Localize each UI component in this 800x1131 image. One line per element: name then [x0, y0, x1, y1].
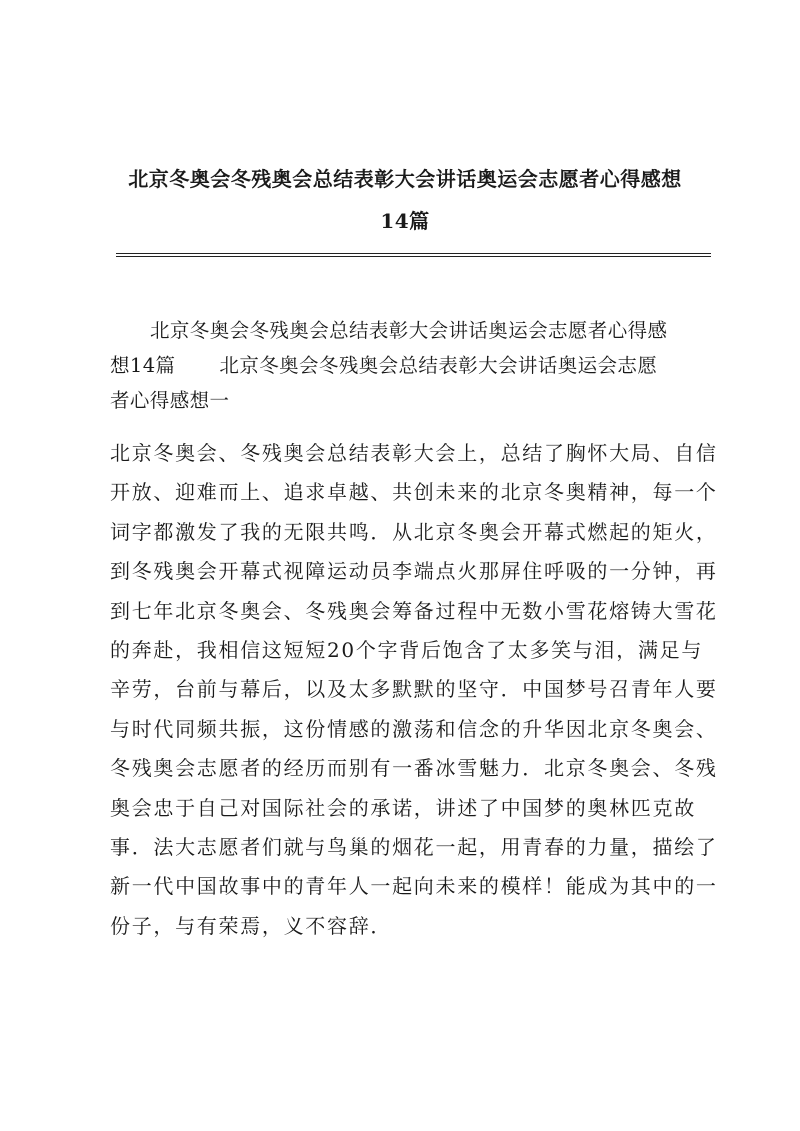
body-paragraph [110, 434, 718, 946]
body-line: 冬残奥会志愿者的经历而别有一番冰雪魅力．北京冬奥会、冬残 [110, 756, 718, 781]
title-double-rule [116, 253, 711, 257]
body-line: 开放、迎难而上、追求卓越、共创未来的北京冬奥精神，每一个 [110, 480, 718, 505]
body-line: 份子，与有荣焉，义不容辞． [110, 913, 393, 938]
body-line: 新一代中国故事中的青年人一起向未来的模样！能成为其中的一 [110, 874, 718, 899]
body-line: 的奔赴，我相信这短短20个字背后饱含了太多笑与泪，满足与 [110, 638, 704, 663]
body-line: 奥会忠于自己对国际社会的承诺，讲述了中国梦的奥林匹克故 [110, 795, 696, 820]
body-line: 到七年北京冬奥会、冬残奥会筹备过程中无数小雪花熔铸大雪花 [110, 598, 718, 623]
title-line-1: 北京冬奥会冬残奥会总结表彰大会讲话奥运会志愿者心得感想 [128, 167, 682, 191]
intro-line-2 [110, 348, 710, 383]
body-line: 词字都激发了我的无限共鸣．从北京冬奥会开幕式燃起的矩火， [110, 519, 718, 544]
body-line: 与时代同频共振，这份情感的激荡和信念的升华因北京冬奥会、 [110, 716, 718, 741]
body-line: 到冬残奥会开幕式视障运动员李端点火那屏住呼吸的一分钟，再 [110, 559, 718, 584]
body-line: 北京冬奥会、冬残奥会总结表彰大会上，总结了胸怀大局、自信 [110, 441, 718, 465]
intro-line-3: 者心得感想一 [110, 389, 230, 412]
intro-line-1: 北京冬奥会冬残奥会总结表彰大会讲话奥运会志愿者心得感 [150, 319, 668, 342]
intro-line-2-part-b: 北京冬奥会冬残奥会总结表彰大会讲话奥运会志愿 [219, 354, 658, 377]
body-line: 辛劳，台前与幕后，以及太多默默的坚守．中国梦号召青年人要 [110, 677, 718, 702]
document-title [100, 158, 710, 242]
intro-paragraph [110, 313, 710, 418]
intro-line-2-part-a: 想14篇 [110, 354, 176, 377]
body-line: 事．法大志愿者们就与鸟巢的烟花一起，用青春的力量，描绘了 [110, 835, 718, 860]
title-line-2: 14篇 [380, 209, 430, 233]
